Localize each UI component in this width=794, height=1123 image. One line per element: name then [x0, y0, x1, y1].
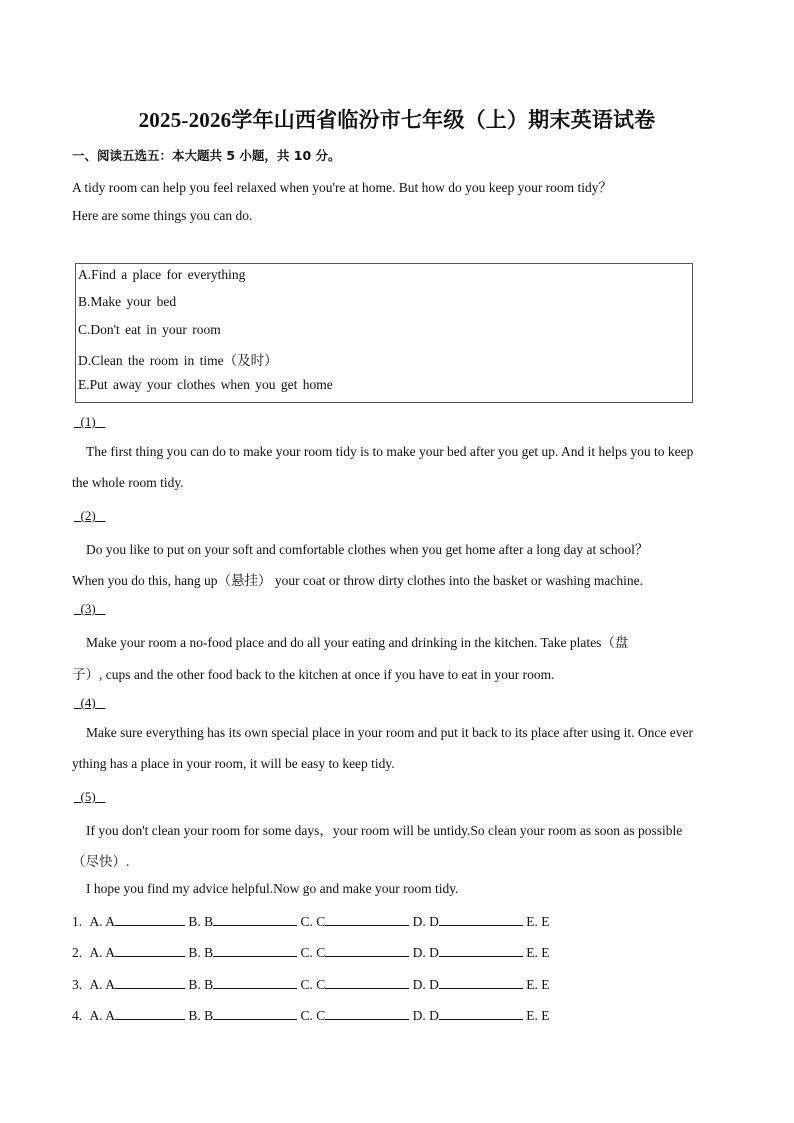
option-a: A.Find a place for everything: [78, 267, 246, 282]
paragraph-5-line-1: If you don't clean your room for some days，your room will be untidy.So clean your room as soon as possible: [86, 823, 683, 838]
intro-line-1: A tidy room can help you feel relaxed when you're at home. But how do you keep your room tidy？: [72, 180, 613, 195]
choice-b: B. B: [188, 977, 214, 992]
answer-blank-line: [213, 912, 297, 926]
option-d: D.Clean the room in time（及时）: [78, 353, 278, 368]
answer-row-2: [72, 943, 550, 961]
closing-line: I hope you find my advice helpful.Now go and make your room tidy.: [86, 881, 459, 896]
page-title: 2025-2026学年山西省临汾市七年级（上）期末英语试卷: [138, 108, 656, 132]
answer-number: 1.: [72, 914, 83, 929]
choice-e: E. E: [526, 914, 550, 929]
choice-c: C. C: [300, 945, 326, 960]
answer-blank-line: [115, 1006, 185, 1020]
answer-number: 3.: [72, 977, 83, 992]
paragraph-3-line-2: 子）, cups and the other food back to the kitchen at once if you have to eat in your room.: [72, 667, 555, 682]
paragraph-2-line-2: When you do this, hang up（悬挂） your coat or throw dirty clothes into the basket or washing machine.: [72, 573, 644, 588]
section-heading: 一、阅读五选五：本大题共 5 小题，共 10 分。: [72, 148, 341, 163]
answer-blank-line: [325, 1006, 409, 1020]
paragraph-5-line-2: （尽快）.: [72, 854, 130, 869]
options-box: [75, 263, 693, 403]
answer-row-1: [72, 912, 550, 930]
answer-blank-line: [115, 943, 185, 957]
choice-d: D. D: [412, 1008, 439, 1023]
choice-a: A. A: [89, 914, 116, 929]
choice-b: B. B: [188, 945, 214, 960]
intro-line-2: Here are some things you can do.: [72, 208, 253, 223]
answer-blank-line: [213, 975, 297, 989]
choice-c: C. C: [300, 1008, 326, 1023]
paragraph-4-line-2: ything has a place in your room, it will be easy to keep tidy.: [72, 756, 395, 771]
choice-d: D. D: [412, 945, 439, 960]
paragraph-4-line-1: Make sure everything has its own special place in your room and put it back to its place after using it. Once ever: [86, 725, 693, 740]
answer-blank-line: [213, 943, 297, 957]
blank-5-label: (5): [74, 789, 106, 804]
answer-blank-line: [325, 975, 409, 989]
blank-2-label: (2): [74, 508, 106, 523]
choice-a: A. A: [89, 977, 116, 992]
blank-3-label: (3): [74, 601, 106, 616]
paragraph-1-line-2: the whole room tidy.: [72, 475, 184, 490]
answer-blank-line: [439, 975, 523, 989]
choice-c: C. C: [300, 914, 326, 929]
choice-a: A. A: [89, 1008, 116, 1023]
answer-blank-line: [439, 912, 523, 926]
answer-row-4: [72, 1006, 550, 1024]
option-c: C.Don't eat in your room: [78, 322, 221, 337]
answer-number: 2.: [72, 945, 83, 960]
answer-number: 4.: [72, 1008, 83, 1023]
option-e: E.Put away your clothes when you get home: [78, 377, 333, 392]
paragraph-3-line-1: Make your room a no-food place and do all your eating and drinking in the kitchen. Take plates（盘: [86, 635, 629, 650]
choice-e: E. E: [526, 1008, 550, 1023]
choice-b: B. B: [188, 914, 214, 929]
answer-blank-line: [325, 912, 409, 926]
answer-blank-line: [115, 912, 185, 926]
answer-row-3: [72, 975, 550, 993]
answer-blank-line: [213, 1006, 297, 1020]
blank-4-label: (4): [74, 695, 106, 710]
choice-a: A. A: [89, 945, 116, 960]
choice-d: D. D: [412, 977, 439, 992]
choice-e: E. E: [526, 945, 550, 960]
choice-e: E. E: [526, 977, 550, 992]
answer-blank-line: [439, 943, 523, 957]
answer-blank-line: [115, 975, 185, 989]
option-b: B.Make your bed: [78, 294, 177, 309]
choice-b: B. B: [188, 1008, 214, 1023]
choice-c: C. C: [300, 977, 326, 992]
answer-blank-line: [439, 1006, 523, 1020]
paragraph-1-line-1: The first thing you can do to make your room tidy is to make your bed after you get up. And it helps you to keep: [86, 444, 694, 459]
paragraph-2-line-1: Do you like to put on your soft and comfortable clothes when you get home after a long day at school？: [86, 542, 649, 557]
answer-blank-line: [325, 943, 409, 957]
blank-1-label: (1): [74, 414, 106, 429]
choice-d: D. D: [412, 914, 439, 929]
